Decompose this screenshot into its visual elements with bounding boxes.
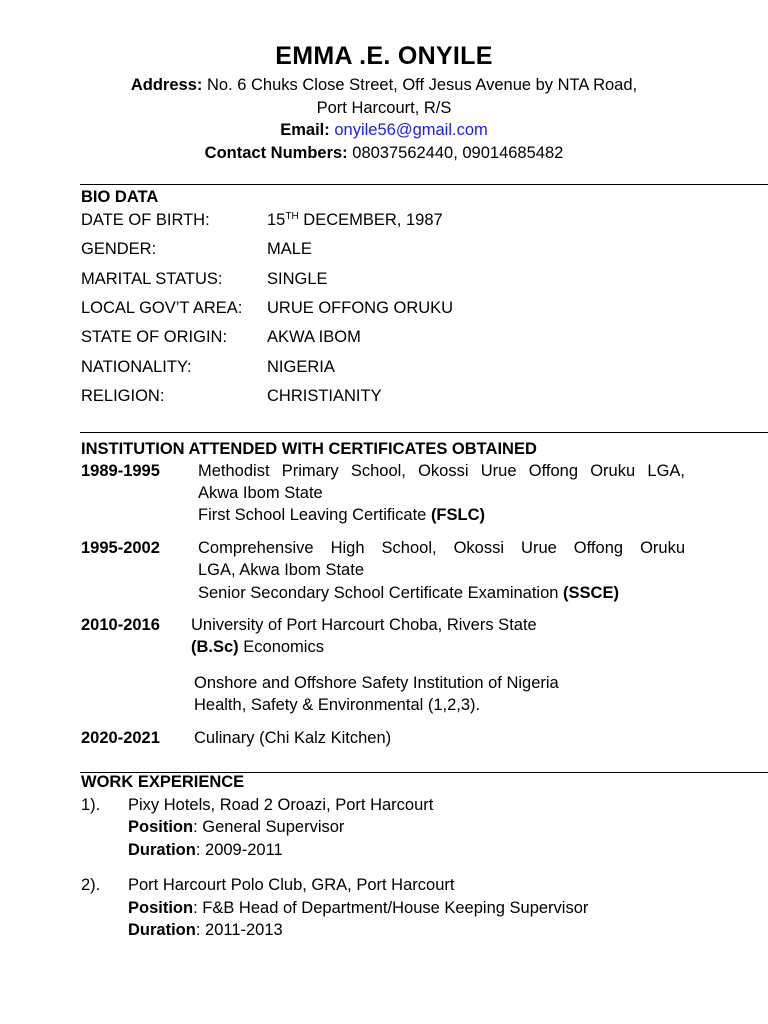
certificate-abbr: (FSLC): [430, 506, 486, 524]
section-divider: [80, 432, 768, 433]
address-line-2: Port Harcourt, R/S: [316, 99, 452, 117]
bio-label: MARITAL STATUS:: [81, 270, 223, 288]
position-label: Position: [128, 899, 194, 917]
education-certificate: [198, 584, 619, 603]
address-text-1: No. 6 Chuks Close Street, Off Jesus Avenue by NTA Road,: [206, 76, 638, 94]
position-value: : General Supervisor: [193, 818, 345, 836]
education-years: 1989-1995: [81, 462, 160, 480]
bio-label: GENDER:: [81, 240, 157, 258]
bio-label-dob: DATE OF BIRTH:: [81, 211, 210, 229]
dob-day: 15: [267, 211, 286, 229]
contact-line: [0, 144, 768, 163]
certificate-abbr: (B.Sc): [191, 638, 239, 656]
education-years: 2020-2021: [81, 729, 160, 747]
bio-label: LOCAL GOV’T AREA:: [81, 299, 243, 317]
bio-value: AKWA IBOM: [267, 328, 361, 346]
work-employer: Port Harcourt Polo Club, GRA, Port Harcourt: [128, 876, 455, 894]
bio-value: NIGERIA: [267, 358, 335, 376]
dob-suffix: TH: [285, 211, 299, 222]
position-value: : F&B Head of Department/House Keeping Supervisor: [193, 899, 589, 917]
work-number: 2).: [81, 876, 101, 894]
education-institution: Methodist Primary School, Okossi Urue Offong Oruku LGA,: [198, 462, 685, 480]
work-position: [128, 818, 344, 837]
bio-value: MALE: [267, 240, 312, 258]
position-label: Position: [128, 818, 194, 836]
education-location: LGA, Akwa Ibom State: [198, 561, 364, 579]
section-divider: [80, 184, 768, 185]
work-duration: [128, 921, 283, 940]
education-certificate: [191, 638, 324, 657]
bio-label: STATE OF ORIGIN:: [81, 328, 228, 346]
education-institution: Onshore and Offshore Safety Institution of Nigeria: [194, 674, 559, 692]
education-certificate: Health, Safety & Environmental (1,2,3).: [194, 696, 481, 714]
bio-value: CHRISTIANITY: [267, 387, 382, 405]
dob-rest: DECEMBER, 1987: [298, 211, 443, 229]
work-duration: [128, 841, 283, 860]
bio-heading: BIO DATA: [81, 188, 159, 206]
duration-value: : 2009-2011: [195, 841, 283, 859]
education-years: 1995-2002: [81, 539, 160, 557]
certificate-name: Economics: [238, 638, 324, 656]
education-heading: INSTITUTION ATTENDED WITH CERTIFICATES OBTAINED: [81, 440, 537, 458]
bio-value: URUE OFFONG ORUKU: [267, 299, 454, 317]
bio-value-dob: [267, 211, 443, 230]
work-heading: WORK EXPERIENCE: [81, 773, 245, 791]
certificate-name: First School Leaving Certificate: [198, 506, 431, 524]
education-years: 2010-2016: [81, 616, 160, 634]
contact-label: Contact Numbers:: [204, 144, 348, 162]
education-institution: University of Port Harcourt Choba, Rivers State: [191, 616, 537, 634]
email-link[interactable]: onyile56@gmail.com: [334, 121, 488, 139]
duration-value: : 2011-2013: [195, 921, 283, 939]
work-employer: Pixy Hotels, Road 2 Oroazi, Port Harcourt: [128, 796, 434, 814]
education-institution: Culinary (Chi Kalz Kitchen): [194, 729, 392, 747]
resume-name: EMMA .E. ONYILE: [275, 42, 493, 70]
education-certificate: [198, 506, 485, 525]
duration-label: Duration: [128, 921, 196, 939]
work-position: [128, 899, 588, 918]
bio-label: RELIGION:: [81, 387, 165, 405]
education-location: Akwa Ibom State: [198, 484, 323, 502]
certificate-abbr: (SSCE): [563, 584, 619, 602]
email-line: [0, 121, 768, 140]
certificate-name: Senior Secondary School Certificate Examination: [198, 584, 564, 602]
bio-value: SINGLE: [267, 270, 328, 288]
education-institution: Comprehensive High School, Okossi Urue Offong Oruku: [198, 539, 685, 557]
email-label: Email:: [280, 121, 330, 139]
address-line-1: [0, 76, 768, 95]
contact-numbers: 08037562440, 09014685482: [352, 144, 564, 162]
bio-label: NATIONALITY:: [81, 358, 192, 376]
work-number: 1).: [81, 796, 101, 814]
duration-label: Duration: [128, 841, 196, 859]
address-label: Address:: [130, 76, 203, 94]
